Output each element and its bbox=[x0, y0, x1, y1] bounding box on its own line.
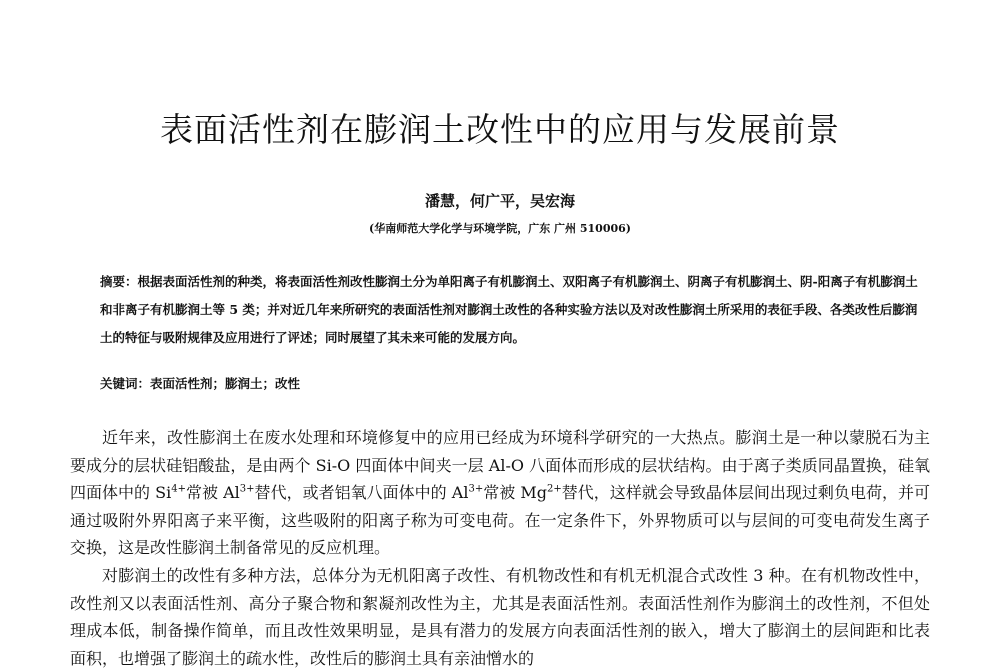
paragraph-1: 近年来，改性膨润土在废水处理和环境修复中的应用已经成为环境科学研究的一大热点。膨润土是一种以蒙脱石为主要成分的层状硅铝酸盐，是由两个 Si-O 四面体中间夹一层 Al-O 八面体而形成的层状结构。由于离子类质同晶置换，硅氧四面体中的 $Si^{4+}$常被 $Al^{3+}$替代，或者铝氧八面体中的 $Al^{3+}$常被 $Mg^{2+}$替代，这样就会导致晶体层间出现过剩负电荷，并可通过吸附外界阳离子来平衡，这些吸附的阳离子称为可变电荷。在一定条件下，外界物质可以与层间的可变电荷发生离子交换，这是改性膨润土制备常见的反应机理。 bbox=[70, 428, 930, 558]
abstract-text: 根据表面活性剂的种类，将表面活性剂改性膨润土分为单阳离子有机膨润土、双阳离子有机膨润土、阴离子有机膨润土、阴-阳离子有机膨润土和非离子有机膨润土等 5 类；并对近几年来所研究的表面活性剂对膨润土改性的各种实验方法以及对改性膨润土所采用的表征手段、各类改性后膨润土的特征与吸附规律及应用进行了评述；同时展望了其未来可能的发展方向。 bbox=[100, 274, 918, 345]
body-text bbox=[70, 424, 930, 672]
paper-title: 表面活性剂在膨润土改性中的应用与发展前景 bbox=[160, 110, 840, 150]
paragraph-2: 对膨润土的改性有多种方法，总体分为无机阳离子改性、有机物改性和有机无机混合式改性 3 种。在有机物改性中，改性剂又以表面活性剂、高分子聚合物和絮凝剂改性为主，尤其是表面活性剂。表面活性剂作为膨润土的改性剂，不但处理成本低，制备操作简单，而且改性效果明显，是具有潜力的发展方向表面活性剂的嵌入，增大了膨润土的层间距和比表面积，也增强了膨润土的疏水性，改性后的膨润土具有亲油憎水的 bbox=[70, 565, 930, 668]
affiliation: (华南师范大学化学与环境学院，广东 广州 510006) bbox=[369, 222, 631, 235]
authors: 潘慧，何广平，吴宏海 bbox=[424, 192, 575, 210]
keywords-text: 表面活性剂；膨润土；改性 bbox=[150, 376, 301, 391]
keywords bbox=[100, 372, 920, 396]
keywords-label: 关键词： bbox=[100, 376, 151, 391]
abstract bbox=[100, 268, 920, 352]
abstract-label: 摘要： bbox=[100, 274, 138, 289]
